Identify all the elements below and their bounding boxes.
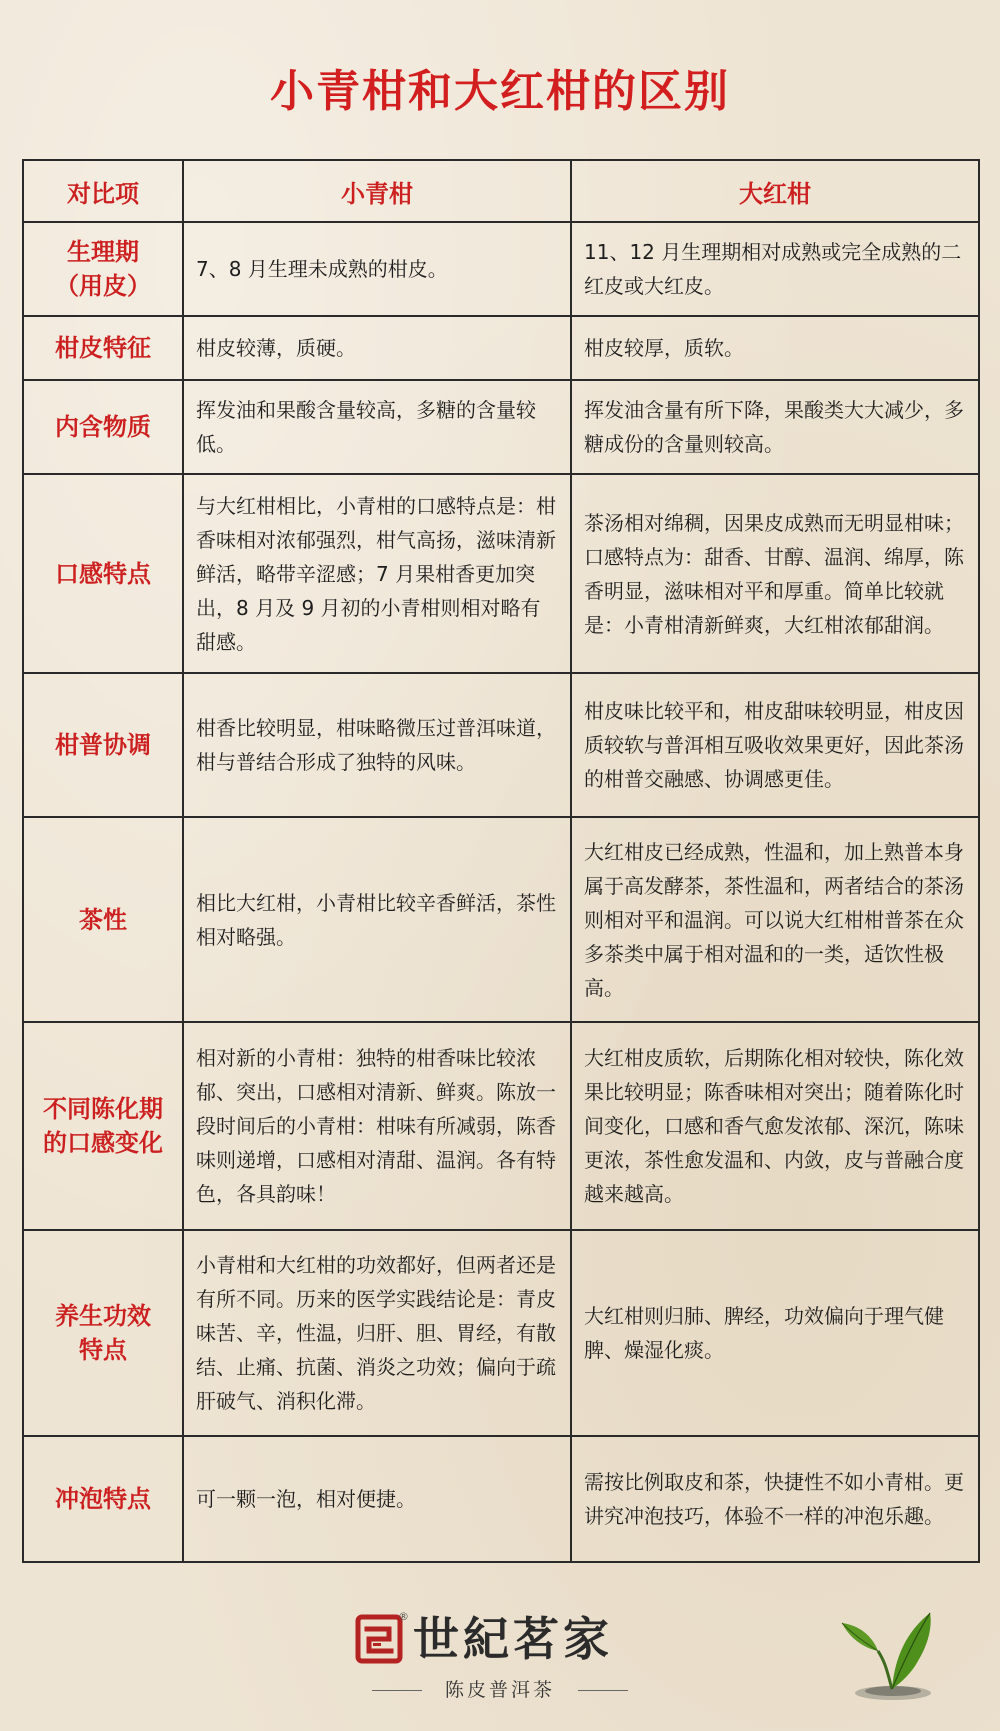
row-key: 茶性 <box>23 817 183 1022</box>
row-value-dahonggan: 大红柑皮质软，后期陈化相对较快，陈化效果比较明显；陈香味相对突出；随着陈化时间变化，口感和香气愈发浓郁、深沉，陈味更浓，茶性愈发温和、内敛，皮与普融合度越来越高。 <box>571 1022 979 1230</box>
row-value-dahonggan: 挥发油含量有所下降，果酸类大大减少，多糖成份的含量则较高。 <box>571 380 979 474</box>
header-cell: 大红柑 <box>571 160 979 222</box>
row-key: 柑普协调 <box>23 673 183 817</box>
row-value-dahonggan: 大红柑皮已经成熟，性温和，加上熟普本身属于高发酵茶，茶性温和，两者结合的茶汤则相对平和温润。可以说大红柑柑普茶在众多茶类中属于相对温和的一类，适饮性极高。 <box>571 817 979 1022</box>
row-key: 养生功效特点 <box>23 1230 183 1436</box>
row-value-xiaoqinggan: 与大红柑相比，小青柑的口感特点是：柑香味相对浓郁强烈，柑气高扬，滋味清新鲜活，略带辛涩感；7 月果柑香更加突出，8 月及 9 月初的小青柑则相对略有甜感。 <box>183 474 571 673</box>
brand-subtitle-group <box>380 1678 620 1702</box>
row-value-dahonggan: 需按比例取皮和茶，快捷性不如小青柑。更讲究冲泡技巧，体验不一样的冲泡乐趣。 <box>571 1436 979 1562</box>
brand-subtitle: 陈皮普洱茶 <box>444 1679 555 1701</box>
row-value-dahonggan: 茶汤相对绵稠，因果皮成熟而无明显柑味；口感特点为：甜香、甘醇、温润、绵厚，陈香明显，滋味相对平和厚重。简单比较就是：小青柑清新鲜爽，大红柑浓郁甜润。 <box>571 474 979 673</box>
row-value-xiaoqinggan: 柑皮较薄，质硬。 <box>183 316 571 380</box>
table-row <box>23 817 979 1022</box>
tea-leaf-icon <box>838 1605 948 1705</box>
comparison-table <box>22 159 980 1563</box>
table-row <box>23 316 979 380</box>
row-key: 生理期（用皮） <box>23 222 183 316</box>
table-row <box>23 673 979 817</box>
row-value-xiaoqinggan: 可一颗一泡，相对便捷。 <box>183 1436 571 1562</box>
table-row <box>23 222 979 316</box>
row-value-dahonggan: 柑皮较厚，质软。 <box>571 316 979 380</box>
brand-name: 世紀茗家 <box>413 1612 613 1666</box>
row-key: 冲泡特点 <box>23 1436 183 1562</box>
brand-seal-icon <box>355 1614 403 1666</box>
divider <box>578 1690 628 1691</box>
row-value-xiaoqinggan: 挥发油和果酸含量较高，多糖的含量较低。 <box>183 380 571 474</box>
row-value-xiaoqinggan: 小青柑和大红柑的功效都好，但两者还是有所不同。历来的医学实践结论是：青皮味苦、辛，性温，归肝、胆、胃经，有散结、止痛、抗菌、消炎之功效；偏向于疏肝破气、消积化滞。 <box>183 1230 571 1436</box>
row-value-xiaoqinggan: 柑香比较明显，柑味略微压过普洱味道，柑与普结合形成了独特的风味。 <box>183 673 571 817</box>
header-cell: 对比项 <box>23 160 183 222</box>
table-row <box>23 1436 979 1562</box>
header-cell: 小青柑 <box>183 160 571 222</box>
row-value-dahonggan: 柑皮味比较平和，柑皮甜味较明显，柑皮因质较软与普洱相互吸收效果更好，因此茶汤的柑普交融感、协调感更佳。 <box>571 673 979 817</box>
row-key: 柑皮特征 <box>23 316 183 380</box>
row-value-dahonggan: 大红柑则归肺、脾经，功效偏向于理气健脾、燥湿化痰。 <box>571 1230 979 1436</box>
table-row <box>23 380 979 474</box>
row-key: 口感特点 <box>23 474 183 673</box>
table-row <box>23 1022 979 1230</box>
row-value-xiaoqinggan: 相比大红柑，小青柑比较辛香鲜活，茶性相对略强。 <box>183 817 571 1022</box>
row-value-xiaoqinggan: 7、8 月生理未成熟的柑皮。 <box>183 222 571 316</box>
table-header-row <box>23 160 979 222</box>
row-value-xiaoqinggan: 相对新的小青柑：独特的柑香味比较浓郁、突出，口感相对清新、鲜爽。陈放一段时间后的小青柑：柑味有所减弱，陈香味则递增，口感相对清甜、温润。各有特色，各具韵味！ <box>183 1022 571 1230</box>
row-key: 内含物质 <box>23 380 183 474</box>
registered-mark: ® <box>398 1610 409 1623</box>
row-key: 不同陈化期的口感变化 <box>23 1022 183 1230</box>
page-title: 小青柑和大红柑的区别 <box>270 66 730 117</box>
row-value-dahonggan: 11、12 月生理期相对成熟或完全成熟的二红皮或大红皮。 <box>571 222 979 316</box>
table-row <box>23 1230 979 1436</box>
table-row <box>23 474 979 673</box>
